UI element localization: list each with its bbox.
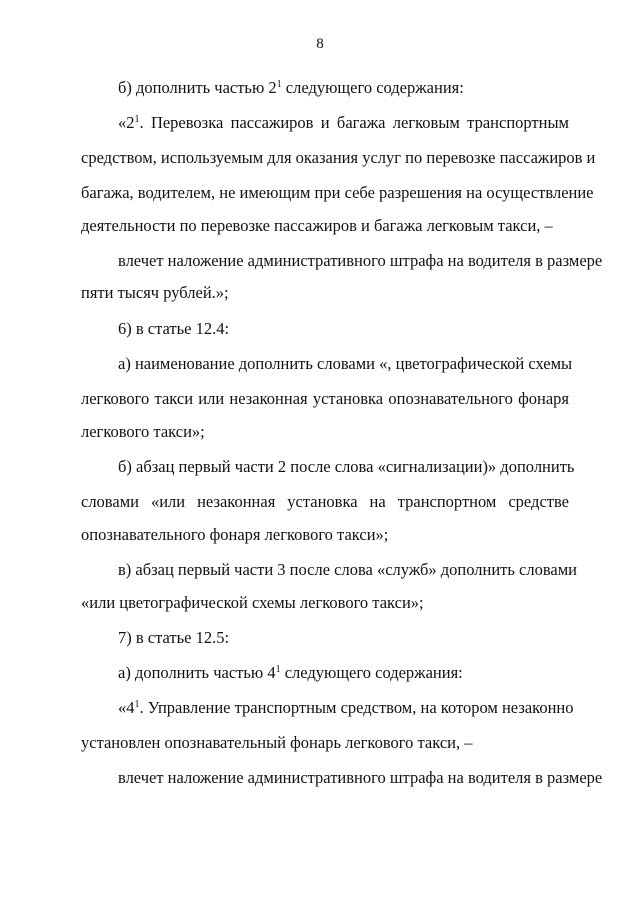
item-a-title: а) наименование дополнить словами «, цветографической схемы bbox=[118, 354, 573, 373]
new-part-4-1-start: «$4^1$. Управление транспортным средством, на котором незаконно bbox=[118, 698, 574, 717]
page-number: 8 bbox=[316, 36, 324, 52]
penalty-amount: пяти тысяч рублей.»; bbox=[81, 283, 229, 302]
paragraph-line: «или цветографической схемы легкового такси»; bbox=[81, 593, 424, 612]
penalty-line: влечет наложение административного штрафа на водителя в размере bbox=[118, 768, 603, 787]
item-b-add-part: б) дополнить частью $2^1$ следующего содержания: bbox=[118, 78, 464, 97]
paragraph-line: установлен опознавательный фонарь легкового такси, – bbox=[81, 733, 473, 752]
paragraph-line: легкового такси или незаконная установка опознавательного фонаря bbox=[81, 389, 569, 408]
paragraph-line: словами «или незаконная установка на транспортном средстве bbox=[81, 492, 569, 511]
paragraph-line: легкового такси»; bbox=[81, 422, 205, 441]
item-b-paragraph: б) абзац первый части 2 после слова «сигнализации)» дополнить bbox=[118, 457, 575, 476]
paragraph-line: опознавательного фонаря легкового такси»; bbox=[81, 525, 389, 544]
penalty-line: влечет наложение административного штрафа на водителя в размере bbox=[118, 251, 603, 270]
item-v-paragraph: в) абзац первый части 3 после слова «служб» дополнить словами bbox=[118, 560, 578, 579]
paragraph-line: средством, используемым для оказания услуг по перевозке пассажиров и bbox=[81, 148, 596, 167]
item-a-add-part: а) дополнить частью $4^1$ следующего содержания: bbox=[118, 663, 463, 682]
item-6-article: 6) в статье 12.4: bbox=[118, 319, 230, 338]
item-7-article: 7) в статье 12.5: bbox=[118, 628, 230, 647]
paragraph-line: багажа, водителем, не имеющим при себе разрешения на осуществление bbox=[81, 183, 594, 202]
new-part-2-1-start: «$2^1$. Перевозка пассажиров и багажа легковым транспортным bbox=[118, 113, 569, 132]
paragraph-line: деятельности по перевозке пассажиров и багажа легковым такси, – bbox=[81, 216, 553, 235]
